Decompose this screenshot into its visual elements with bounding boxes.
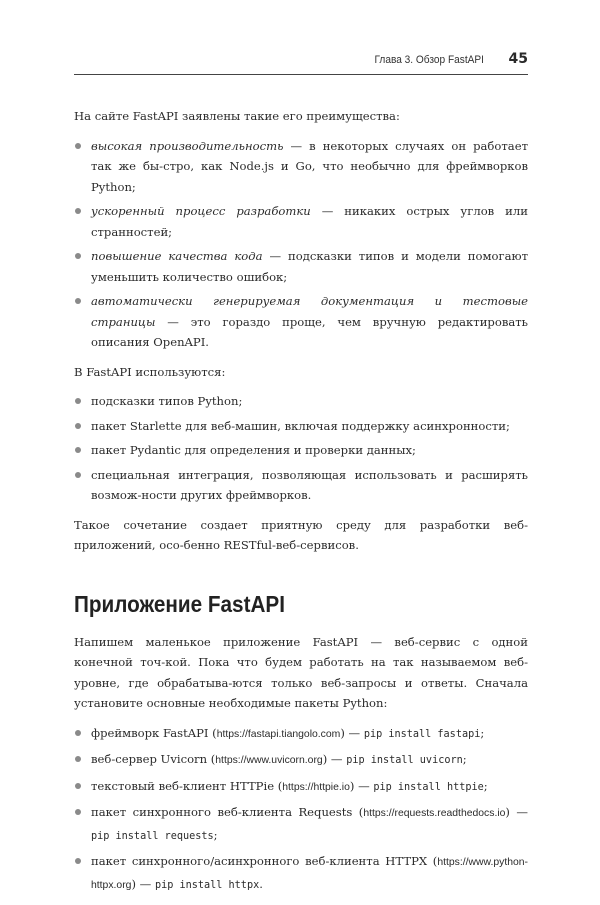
list-item bbox=[74, 776, 528, 799]
bullet-icon bbox=[75, 447, 81, 453]
bullet-icon bbox=[75, 208, 81, 214]
bullet-icon bbox=[75, 253, 81, 259]
item-emphasis: высокая производительность bbox=[91, 138, 284, 153]
bullet-icon bbox=[75, 756, 81, 762]
item-emphasis: ускоренный процесс разработки bbox=[91, 204, 311, 218]
packages-list bbox=[74, 723, 528, 897]
list-item bbox=[74, 246, 528, 287]
item-text: — никаких острых углов или странностей; bbox=[91, 204, 528, 239]
item-text: фреймворк FastAPI ( bbox=[91, 725, 217, 740]
item-text: текстовый веб-клиент HTTPie ( bbox=[91, 778, 283, 793]
list-item bbox=[74, 851, 528, 896]
item-text: ) — bbox=[340, 725, 364, 740]
list-item bbox=[74, 136, 528, 198]
item-emphasis: автоматически генерируемая документация и тестовые страницы bbox=[91, 294, 528, 329]
package-link[interactable]: https://requests.readthedocs.io bbox=[363, 808, 506, 819]
package-link[interactable]: https://httpie.io bbox=[282, 781, 350, 793]
intro-paragraph: На сайте FastAPI заявлены такие его преимущества: bbox=[74, 109, 400, 123]
uses-intro-paragraph: В FastAPI используются: bbox=[74, 364, 226, 379]
bullet-icon bbox=[75, 398, 81, 404]
item-text: ; bbox=[213, 827, 218, 842]
item-text: веб-сервер Uvicorn ( bbox=[91, 752, 216, 766]
item-text: ; bbox=[480, 725, 485, 740]
package-link[interactable]: https://www.python-httpx.org bbox=[91, 857, 528, 891]
section-heading: Приложение FastAPI bbox=[74, 590, 285, 617]
bullet-icon bbox=[75, 423, 81, 429]
item-text: . bbox=[259, 876, 263, 891]
list-item bbox=[74, 723, 528, 746]
bullet-icon bbox=[75, 809, 81, 815]
list-item bbox=[74, 391, 528, 412]
bullet-icon bbox=[75, 143, 81, 149]
page-body bbox=[74, 106, 528, 905]
item-text: ) — bbox=[131, 876, 155, 891]
item-text: — подсказки типов и модели помогают уменьшить количество ошибок; bbox=[91, 249, 528, 284]
item-text: ) — bbox=[322, 752, 347, 766]
list-item bbox=[74, 416, 528, 437]
chapter-title: Глава 3. Обзор FastAPI bbox=[374, 54, 484, 66]
bullet-icon bbox=[75, 730, 81, 736]
install-command: pip install requests bbox=[91, 830, 214, 842]
item-text: специальная интеграция, позволяющая использовать и расширять возмож-ности других фреймворков. bbox=[91, 467, 528, 502]
page-number: 45 bbox=[508, 51, 528, 67]
item-text: ; bbox=[483, 778, 488, 793]
item-text: ; bbox=[462, 752, 467, 766]
item-text: ) — bbox=[505, 805, 528, 819]
list-item bbox=[74, 465, 528, 506]
summary-paragraph: Такое сочетание создает приятную среду для разработки веб-приложений, осо-бенно RESTful-веб-сервисов. bbox=[74, 517, 528, 552]
section-paragraph: Напишем маленькое приложение FastAPI — веб-сервис с одной конечной точ-кой. Пока что будем работать на так называемом веб-уровне, где обрабатыва-ются только веб-запросы и ответы. Сначала установите основные необходимые пакеты Python: bbox=[74, 634, 528, 710]
item-text: подсказки типов Python; bbox=[91, 394, 243, 408]
advantages-list bbox=[74, 136, 528, 353]
list-item bbox=[74, 291, 528, 353]
item-text: пакет синхронного/асинхронного веб-клиента HTTPX ( bbox=[91, 854, 438, 868]
list-item bbox=[74, 440, 528, 461]
install-command: pip install httpie bbox=[373, 781, 484, 793]
item-text: пакет Starlette для веб-машин, включая поддержку асинхронности; bbox=[91, 418, 510, 433]
bullet-icon bbox=[75, 858, 81, 864]
install-command: pip install uvicorn bbox=[346, 755, 463, 766]
item-text: пакет Pydantic для определения и проверки данных; bbox=[91, 443, 416, 457]
list-item bbox=[74, 201, 528, 242]
list-item bbox=[74, 749, 528, 772]
bullet-icon bbox=[75, 783, 81, 789]
item-text: — это гораздо проще, чем вручную редактировать описания OpenAPI. bbox=[91, 314, 528, 349]
install-command: pip install fastapi bbox=[363, 728, 481, 740]
item-text: — в некоторых случаях он работает так же бы-стро, как Node.js и Go, что необычно для фреймворков Python; bbox=[91, 138, 528, 194]
list-item bbox=[74, 802, 528, 847]
uses-list bbox=[74, 391, 528, 506]
package-link[interactable]: https://fastapi.tiangolo.com bbox=[216, 728, 341, 740]
bullet-icon bbox=[75, 472, 81, 478]
item-text: ) — bbox=[349, 778, 374, 793]
running-header bbox=[74, 52, 528, 74]
bullet-icon bbox=[75, 298, 81, 304]
item-text: пакет синхронного веб-клиента Requests ( bbox=[91, 805, 364, 819]
item-emphasis: повышение качества кода bbox=[91, 249, 263, 263]
package-link[interactable]: https://www.uvicorn.org bbox=[215, 755, 323, 766]
install-command: pip install httpx bbox=[154, 879, 260, 891]
header-rule bbox=[74, 74, 528, 75]
